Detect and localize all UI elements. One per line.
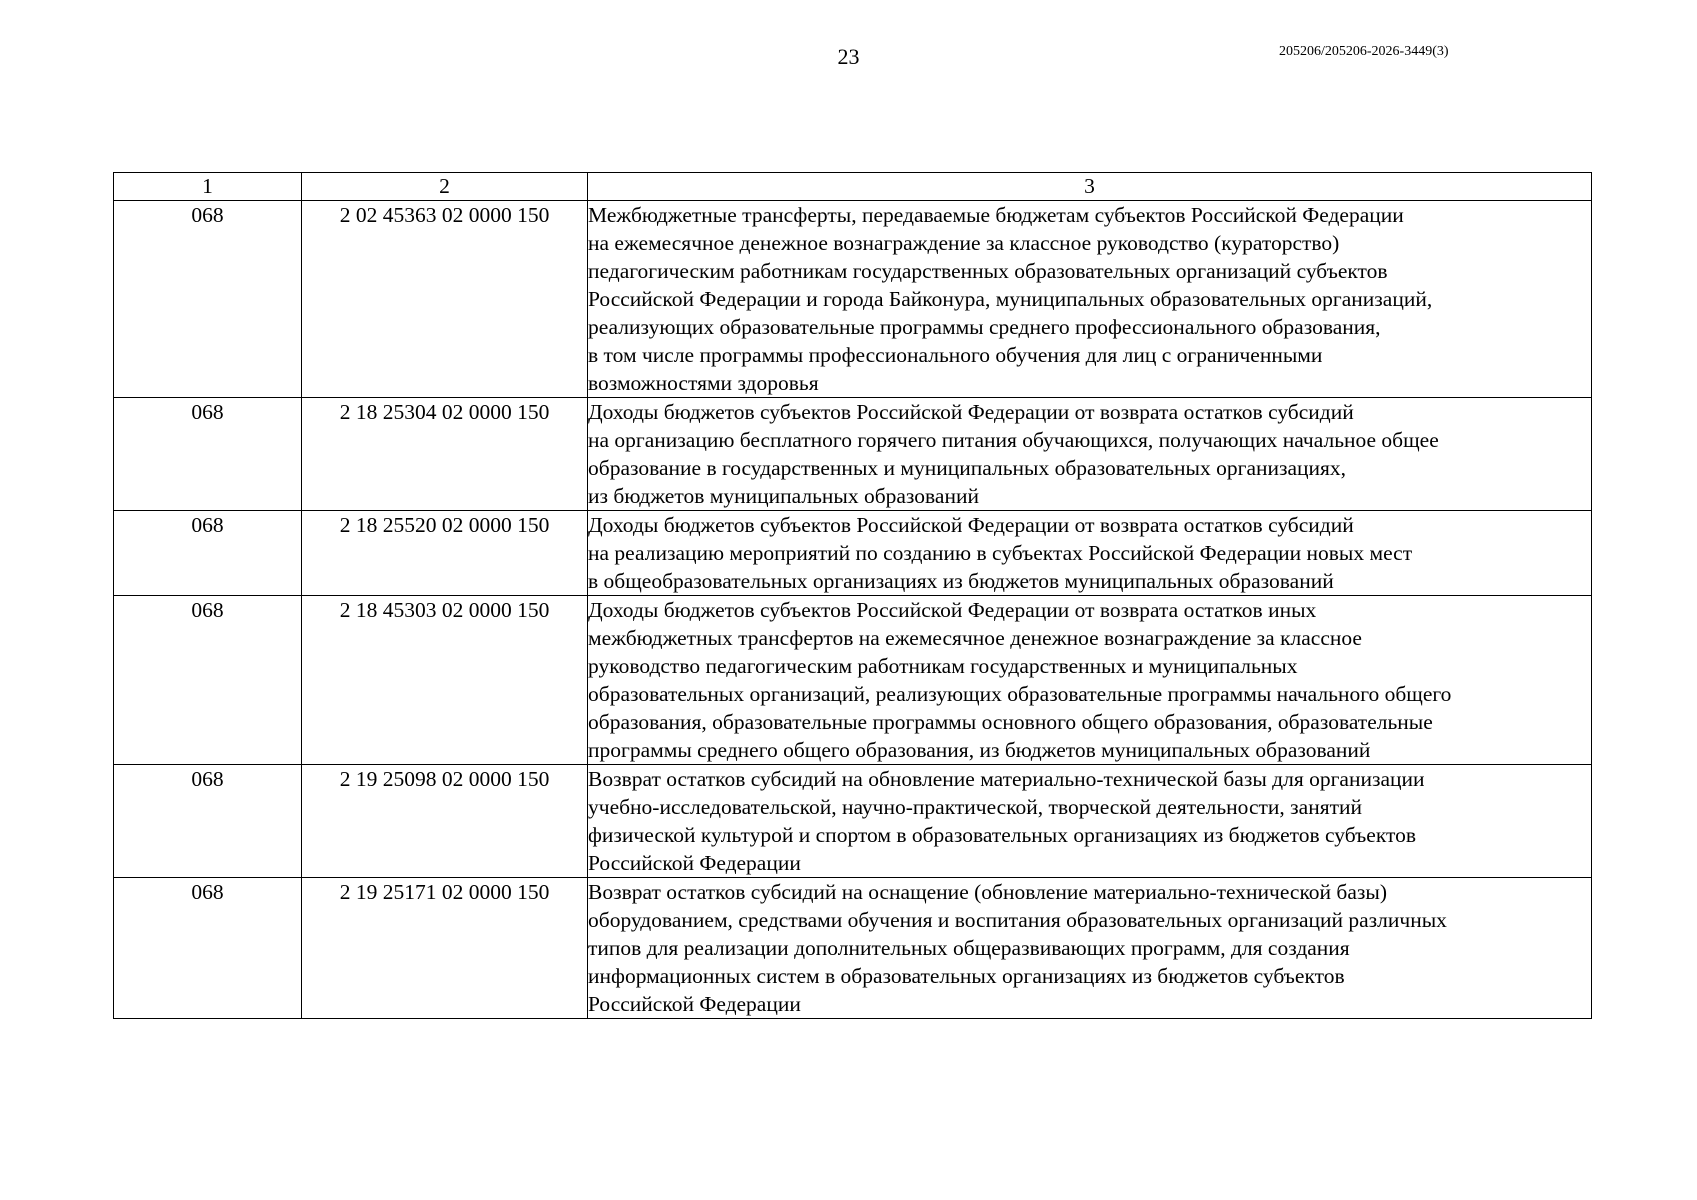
description-line: в общеобразовательных организациях из бюджетов муниципальных образований xyxy=(588,569,1334,593)
description-cell xyxy=(588,596,1592,765)
description-line: типов для реализации дополнительных общеразвивающих программ, для создания xyxy=(588,936,1350,960)
description-line: Межбюджетные трансферты, передаваемые бюджетам субъектов Российской Федерации xyxy=(588,203,1404,227)
budget-code-cell: 2 18 25304 02 0000 150 xyxy=(302,398,588,511)
column-header-1: 1 xyxy=(114,173,302,201)
column-header-3: 3 xyxy=(588,173,1592,201)
budget-code-cell: 2 19 25098 02 0000 150 xyxy=(302,765,588,878)
description-line: педагогическим работникам государственных образовательных организаций субъектов xyxy=(588,259,1388,283)
description-line: возможностями здоровья xyxy=(588,371,819,395)
admin-code-cell: 068 xyxy=(114,878,302,1019)
description-line: Российской Федерации и города Байконура, муниципальных образовательных организаций, xyxy=(588,287,1433,311)
description-line: на организацию бесплатного горячего питания обучающихся, получающих начальное общее xyxy=(588,428,1439,452)
table-row xyxy=(114,511,1592,596)
column-header-2: 2 xyxy=(302,173,588,201)
description-line: Возврат остатков субсидий на оснащение (обновление материально-технической базы) xyxy=(588,880,1388,904)
description-line: программы среднего общего образования, из бюджетов муниципальных образований xyxy=(588,738,1371,762)
budget-code-cell: 2 18 25520 02 0000 150 xyxy=(302,511,588,596)
description-line: в том числе программы профессионального обучения для лиц с ограниченными xyxy=(588,343,1323,367)
budget-code-cell: 2 19 25171 02 0000 150 xyxy=(302,878,588,1019)
budget-codes-table xyxy=(113,172,1592,1019)
table-header-row xyxy=(114,173,1592,201)
page-number: 23 xyxy=(837,44,860,69)
admin-code-cell: 068 xyxy=(114,596,302,765)
description-line: Возврат остатков субсидий на обновление материально-технической базы для организации xyxy=(588,767,1425,791)
description-cell xyxy=(588,878,1592,1019)
table-row xyxy=(114,398,1592,511)
description-line: из бюджетов муниципальных образований xyxy=(588,484,979,508)
admin-code-cell: 068 xyxy=(114,201,302,398)
description-cell xyxy=(588,201,1592,398)
description-line: оборудованием, средствами обучения и воспитания образовательных организаций различных xyxy=(588,908,1447,932)
description-line: образования, образовательные программы основного общего образования, образовательные xyxy=(588,710,1433,734)
description-cell xyxy=(588,511,1592,596)
description-line: образовательных организаций, реализующих образовательные программы начального общего xyxy=(588,682,1452,706)
table-body xyxy=(114,201,1592,1019)
description-line: на реализацию мероприятий по созданию в субъектах Российской Федерации новых мест xyxy=(588,541,1413,565)
description-line: образование в государственных и муниципальных образовательных организациях, xyxy=(588,456,1347,480)
description-line: Российской Федерации xyxy=(588,992,801,1016)
description-line: межбюджетных трансфертов на ежемесячное денежное вознаграждение за классное xyxy=(588,626,1362,650)
budget-code-cell: 2 02 45363 02 0000 150 xyxy=(302,201,588,398)
table-row xyxy=(114,878,1592,1019)
budget-code-cell: 2 18 45303 02 0000 150 xyxy=(302,596,588,765)
description-line: Доходы бюджетов субъектов Российской Федерации от возврата остатков иных xyxy=(588,598,1317,622)
table-row xyxy=(114,596,1592,765)
description-cell xyxy=(588,398,1592,511)
description-line: учебно-исследовательской, научно-практической, творческой деятельности, занятий xyxy=(588,795,1362,819)
description-line: руководство педагогическим работникам государственных и муниципальных xyxy=(588,654,1298,678)
table-header xyxy=(114,173,1592,201)
description-line: реализующих образовательные программы среднего профессионального образования, xyxy=(588,315,1381,339)
admin-code-cell: 068 xyxy=(114,765,302,878)
description-line: на ежемесячное денежное вознаграждение за классное руководство (кураторство) xyxy=(588,231,1340,255)
document-code: 205206/205206-2026-3449(3) xyxy=(1279,44,1449,59)
description-line: физической культурой и спортом в образовательных организациях из бюджетов субъектов xyxy=(588,823,1416,847)
description-line: информационных систем в образовательных организациях из бюджетов субъектов xyxy=(588,964,1345,988)
description-line: Доходы бюджетов субъектов Российской Федерации от возврата остатков субсидий xyxy=(588,400,1354,424)
description-line: Доходы бюджетов субъектов Российской Федерации от возврата остатков субсидий xyxy=(588,513,1354,537)
description-cell xyxy=(588,765,1592,878)
table-row xyxy=(114,201,1592,398)
admin-code-cell: 068 xyxy=(114,511,302,596)
admin-code-cell: 068 xyxy=(114,398,302,511)
description-line: Российской Федерации xyxy=(588,851,801,875)
table-row xyxy=(114,765,1592,878)
